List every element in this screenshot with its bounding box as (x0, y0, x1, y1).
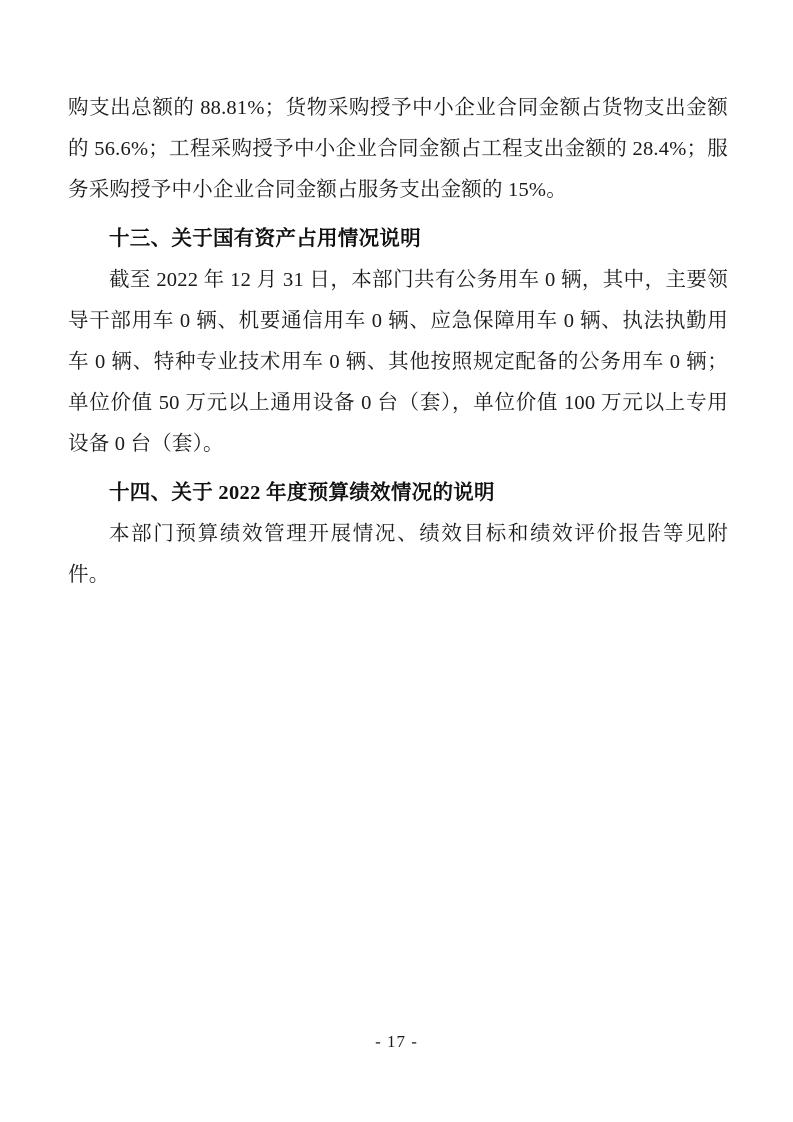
page-footer (0, 1032, 793, 1052)
spacer (68, 211, 728, 219)
spacer (68, 465, 728, 473)
section-body-14: 本部门预算绩效管理开展情况、绩效目标和绩效评价报告等见附件。 (68, 523, 728, 586)
section-heading-14: 十四、关于 2022 年度预算绩效情况的说明 (109, 482, 495, 504)
page-content (68, 88, 728, 596)
paragraph-procurement-continuation: 购支出总额的 88.81%；货物采购授予中小企业合同金额占货物支出金额的 56.6%；工程采购授予中小企业合同金额占工程支出金额的 28.4%；服务采购授予中小企业合同金额占服务支出金额的 15%。 (68, 97, 728, 201)
page-number: - 17 - (375, 1032, 418, 1051)
section-body-13: 截至 2022 年 12 月 31 日，本部门共有公务用车 0 辆，其中，主要领导干部用车 0 辆、机要通信用车 0 辆、应急保障用车 0 辆、执法执勤用车 0 辆、特种专业技术用车 0 辆、其他按照规定配备的公务用车 0 辆；单位价值 50 万元以上通用设备 0 台（套），单位价值 100 万元以上专用设备 0 台（套）。 (68, 269, 728, 455)
section-heading-13: 十三、关于国有资产占用情况说明 (109, 228, 421, 250)
